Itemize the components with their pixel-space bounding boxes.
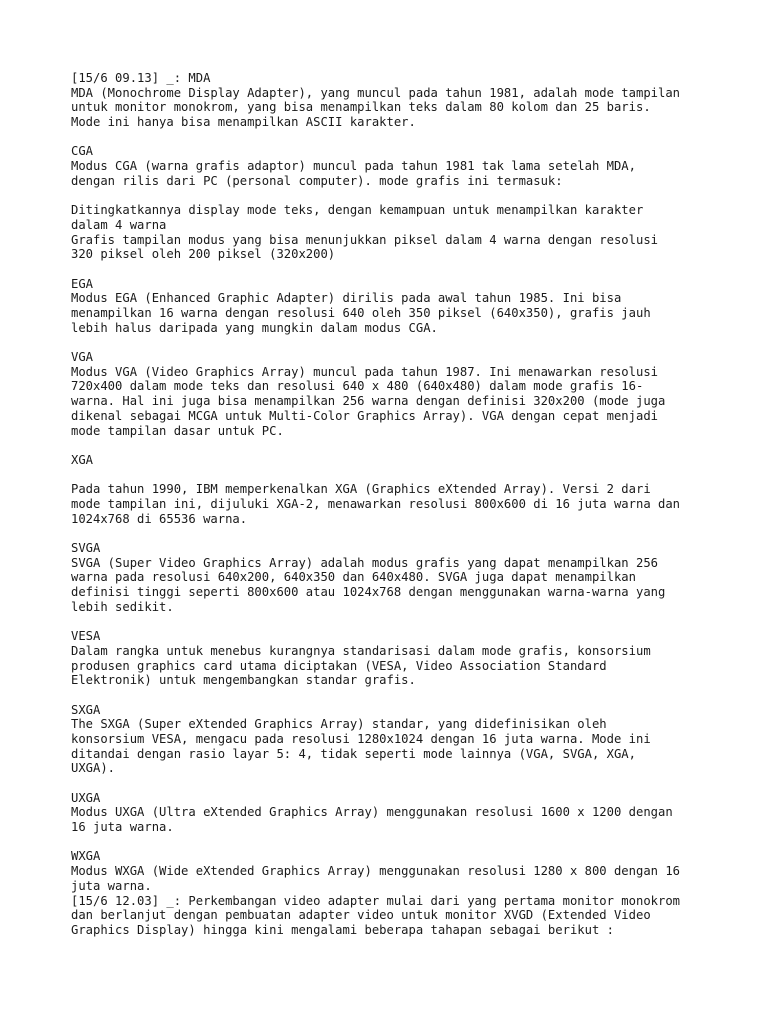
text-line: WXGA bbox=[71, 849, 101, 864]
text-line: VESA bbox=[71, 629, 101, 644]
blank-line bbox=[71, 438, 751, 453]
text-line: Grafis tampilan modus yang bisa menunjukkan piksel dalam 4 warna dengan resolusi bbox=[71, 232, 658, 247]
text-line: 320 piksel oleh 200 piksel (320x200) bbox=[71, 247, 336, 262]
blank-line bbox=[71, 335, 751, 350]
text-line: VGA bbox=[71, 350, 94, 365]
text-line: warna. Hal ini juga bisa menampilkan 256 warna dengan definisi 320x200 (mode juga bbox=[71, 394, 666, 409]
text-line: lebih sedikit. bbox=[71, 599, 174, 614]
text-line: Modus VGA (Video Graphics Array) muncul pada tahun 1987. Ini menawarkan resolusi bbox=[71, 364, 658, 379]
text-line: SVGA (Super Video Graphics Array) adalah modus grafis yang dapat menampilkan 256 bbox=[71, 555, 658, 570]
blank-line bbox=[71, 526, 751, 541]
text-line: Pada tahun 1990, IBM memperkenalkan XGA (Graphics eXtended Array). Versi 2 dari bbox=[71, 482, 651, 497]
text-line: konsorsium VESA, mengacu pada resolusi 1280x1024 dengan 16 juta warna. Mode ini bbox=[71, 731, 651, 746]
text-line: lebih halus daripada yang mungkin dalam modus CGA. bbox=[71, 320, 438, 335]
text-line: menampilkan 16 warna dengan resolusi 640 oleh 350 piksel (640x350), grafis jauh bbox=[71, 306, 651, 320]
text-line: 720x400 dalam mode teks dan resolusi 640 x 480 (640x480) dalam mode grafis 16- bbox=[71, 379, 644, 394]
blank-line bbox=[71, 776, 751, 791]
text-line: XGA bbox=[71, 452, 94, 467]
text-line: UXGA). bbox=[71, 761, 116, 776]
text-line: The SXGA (Super eXtended Graphics Array) standar, yang didefinisikan oleh bbox=[71, 717, 607, 732]
text-line: Modus CGA (warna grafis adaptor) muncul pada tahun 1981 tak lama setelah MDA, bbox=[71, 159, 636, 174]
text-line: [15/6 09.13] _: MDA bbox=[71, 71, 211, 85]
text-line: SVGA bbox=[71, 541, 101, 555]
text-line: untuk monitor monokrom, yang bisa menampilkan teks dalam 80 kolom dan 25 baris. bbox=[71, 100, 651, 115]
text-line: dikenal sebagai MCGA untuk Multi-Color Graphics Array). VGA dengan cepat menjadi bbox=[71, 408, 658, 423]
text-line: produsen graphics card utama diciptakan (VESA, Video Association Standard bbox=[71, 658, 607, 673]
text-line: Mode ini hanya bisa menampilkan ASCII karakter. bbox=[71, 115, 416, 130]
blank-line bbox=[71, 262, 751, 277]
text-line: MDA (Monochrome Display Adapter), yang muncul pada tahun 1981, adalah mode tampilan bbox=[71, 85, 681, 100]
blank-line bbox=[71, 835, 751, 850]
text-line: Graphics Display) hingga kini mengalami beberapa tahapan sebagai berikut : bbox=[71, 922, 614, 937]
text-line: 16 juta warna. bbox=[71, 820, 174, 835]
document-text bbox=[71, 71, 751, 938]
text-line: CGA bbox=[71, 144, 94, 159]
blank-line bbox=[71, 130, 751, 145]
text-line: ditandai dengan rasio layar 5: 4, tidak seperti mode lainnya (VGA, SVGA, XGA, bbox=[71, 746, 636, 761]
text-line: Modus EGA (Enhanced Graphic Adapter) dirilis pada awal tahun 1985. Ini bisa bbox=[71, 291, 622, 306]
text-line: dalam 4 warna bbox=[71, 217, 167, 232]
blank-line bbox=[71, 468, 751, 483]
blank-line bbox=[71, 189, 751, 204]
text-line: Modus UXGA (Ultra eXtended Graphics Array) menggunakan resolusi 1600 x 1200 dengan bbox=[71, 805, 673, 820]
text-line: warna pada resolusi 640x200, 640x350 dan 640x480. SVGA juga dapat menampilkan bbox=[71, 570, 636, 585]
text-line: dan berlanjut dengan pembuatan adapter video untuk monitor XVGD (Extended Video bbox=[71, 908, 651, 923]
text-line: juta warna. bbox=[71, 878, 152, 893]
blank-line bbox=[71, 614, 751, 629]
blank-line bbox=[71, 688, 751, 703]
text-line: Dalam rangka untuk menebus kurangnya standarisasi dalam mode grafis, konsorsium bbox=[71, 643, 651, 658]
text-line: dengan rilis dari PC (personal computer). mode grafis ini termasuk: bbox=[71, 173, 563, 188]
text-line: [15/6 12.03] _: Perkembangan video adapter mulai dari yang pertama monitor monokrom bbox=[71, 893, 681, 908]
text-line: mode tampilan ini, dijuluki XGA-2, menawarkan resolusi 800x600 di 16 juta warna dan bbox=[71, 496, 681, 511]
text-line: 1024x768 di 65536 warna. bbox=[71, 511, 248, 526]
text-line: mode tampilan dasar untuk PC. bbox=[71, 423, 284, 438]
text-line: Elektronik) untuk mengembangkan standar grafis. bbox=[71, 673, 416, 688]
text-line: SXGA bbox=[71, 702, 101, 717]
text-line: Ditingkatkannya display mode teks, dengan kemampuan untuk menampilkan karakter bbox=[71, 203, 644, 218]
text-line: Modus WXGA (Wide eXtended Graphics Array) menggunakan resolusi 1280 x 800 dengan 16 bbox=[71, 864, 681, 879]
text-line: EGA bbox=[71, 276, 94, 291]
text-line: definisi tinggi seperti 800x600 atau 1024x768 dengan menggunakan warna-warna yang bbox=[71, 585, 666, 600]
text-line: UXGA bbox=[71, 790, 101, 805]
